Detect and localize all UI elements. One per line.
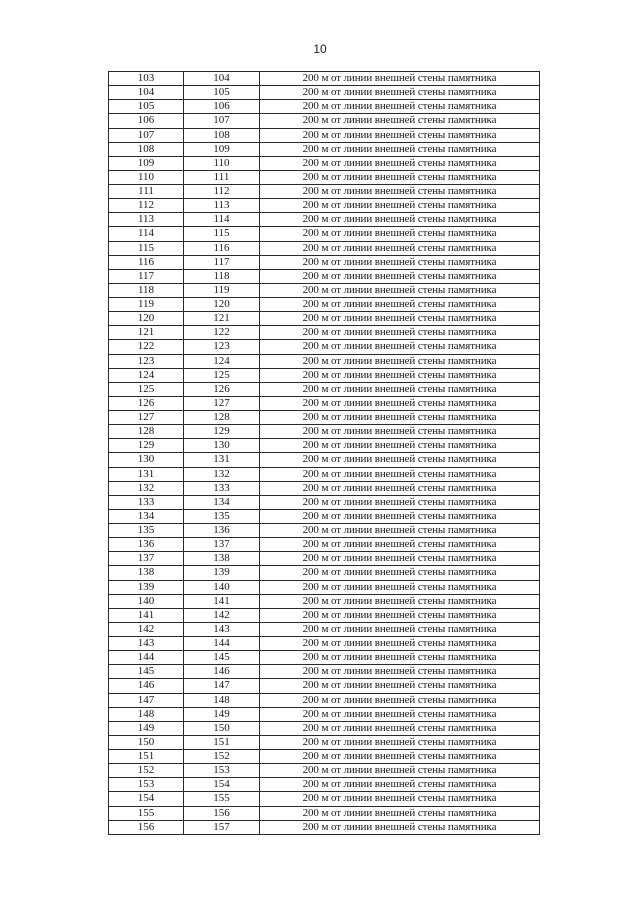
table-row: [109, 637, 540, 651]
table-row: [109, 524, 540, 538]
description-cell: 200 м от линии внешней стены памятника: [260, 750, 540, 764]
table-row: [109, 566, 540, 580]
description-cell: 200 м от линии внешней стены памятника: [260, 453, 540, 467]
to-point-cell: 138: [184, 552, 260, 566]
description-cell: 200 м от линии внешней стены памятника: [260, 396, 540, 410]
table-row: [109, 269, 540, 283]
description-cell: 200 м от линии внешней стены памятника: [260, 241, 540, 255]
to-point-cell: 154: [184, 778, 260, 792]
table-row: [109, 750, 540, 764]
to-point-cell: 123: [184, 340, 260, 354]
table-row: [109, 735, 540, 749]
description-cell: 200 м от линии внешней стены памятника: [260, 665, 540, 679]
description-cell: 200 м от линии внешней стены памятника: [260, 735, 540, 749]
from-point-cell: 112: [109, 199, 184, 213]
description-cell: 200 м от линии внешней стены памятника: [260, 326, 540, 340]
table-row: [109, 241, 540, 255]
description-cell: 200 м от линии внешней стены памятника: [260, 509, 540, 523]
from-point-cell: 134: [109, 509, 184, 523]
from-point-cell: 156: [109, 820, 184, 834]
table-row: [109, 622, 540, 636]
to-point-cell: 130: [184, 439, 260, 453]
description-cell: 200 м от линии внешней стены памятника: [260, 213, 540, 227]
table-row: [109, 764, 540, 778]
table-row: [109, 170, 540, 184]
from-point-cell: 103: [109, 72, 184, 86]
description-cell: 200 м от линии внешней стены памятника: [260, 340, 540, 354]
description-cell: 200 м от линии внешней стены памятника: [260, 255, 540, 269]
from-point-cell: 141: [109, 608, 184, 622]
from-point-cell: 106: [109, 114, 184, 128]
to-point-cell: 151: [184, 735, 260, 749]
table-row: [109, 721, 540, 735]
from-point-cell: 121: [109, 326, 184, 340]
from-point-cell: 111: [109, 185, 184, 199]
from-point-cell: 139: [109, 580, 184, 594]
to-point-cell: 150: [184, 721, 260, 735]
from-point-cell: 132: [109, 481, 184, 495]
to-point-cell: 140: [184, 580, 260, 594]
from-point-cell: 119: [109, 298, 184, 312]
to-point-cell: 115: [184, 227, 260, 241]
table-row: [109, 72, 540, 86]
to-point-cell: 120: [184, 298, 260, 312]
description-cell: 200 м от линии внешней стены памятника: [260, 679, 540, 693]
description-cell: 200 м от линии внешней стены памятника: [260, 481, 540, 495]
description-cell: 200 м от линии внешней стены памятника: [260, 298, 540, 312]
table-body: [109, 72, 540, 835]
description-cell: 200 м от линии внешней стены памятника: [260, 439, 540, 453]
from-point-cell: 122: [109, 340, 184, 354]
from-point-cell: 152: [109, 764, 184, 778]
table-row: [109, 453, 540, 467]
description-cell: 200 м от линии внешней стены памятника: [260, 566, 540, 580]
from-point-cell: 133: [109, 495, 184, 509]
to-point-cell: 142: [184, 608, 260, 622]
to-point-cell: 148: [184, 693, 260, 707]
table-row: [109, 283, 540, 297]
description-cell: 200 м от линии внешней стены памятника: [260, 142, 540, 156]
from-point-cell: 127: [109, 411, 184, 425]
table-row: [109, 608, 540, 622]
to-point-cell: 122: [184, 326, 260, 340]
from-point-cell: 155: [109, 806, 184, 820]
table-row: [109, 142, 540, 156]
table-row: [109, 86, 540, 100]
table-row: [109, 552, 540, 566]
from-point-cell: 125: [109, 382, 184, 396]
to-point-cell: 143: [184, 622, 260, 636]
from-point-cell: 129: [109, 439, 184, 453]
description-cell: 200 м от линии внешней стены памятника: [260, 806, 540, 820]
description-cell: 200 м от линии внешней стены памятника: [260, 721, 540, 735]
description-cell: 200 м от линии внешней стены памятника: [260, 467, 540, 481]
description-cell: 200 м от линии внешней стены памятника: [260, 269, 540, 283]
table-row: [109, 411, 540, 425]
to-point-cell: 139: [184, 566, 260, 580]
from-point-cell: 138: [109, 566, 184, 580]
to-point-cell: 132: [184, 467, 260, 481]
description-cell: 200 м от линии внешней стены памятника: [260, 580, 540, 594]
to-point-cell: 135: [184, 509, 260, 523]
to-point-cell: 125: [184, 368, 260, 382]
table-row: [109, 114, 540, 128]
from-point-cell: 110: [109, 170, 184, 184]
description-cell: 200 м от линии внешней стены памятника: [260, 199, 540, 213]
to-point-cell: 111: [184, 170, 260, 184]
description-cell: 200 м от линии внешней стены памятника: [260, 622, 540, 636]
description-cell: 200 м от линии внешней стены памятника: [260, 764, 540, 778]
from-point-cell: 130: [109, 453, 184, 467]
from-point-cell: 142: [109, 622, 184, 636]
to-point-cell: 156: [184, 806, 260, 820]
from-point-cell: 140: [109, 594, 184, 608]
to-point-cell: 105: [184, 86, 260, 100]
table-row: [109, 340, 540, 354]
table-row: [109, 707, 540, 721]
to-point-cell: 152: [184, 750, 260, 764]
table-row: [109, 679, 540, 693]
from-point-cell: 105: [109, 100, 184, 114]
table-row: [109, 594, 540, 608]
description-cell: 200 м от линии внешней стены памятника: [260, 114, 540, 128]
to-point-cell: 107: [184, 114, 260, 128]
to-point-cell: 126: [184, 382, 260, 396]
to-point-cell: 124: [184, 354, 260, 368]
to-point-cell: 104: [184, 72, 260, 86]
table-row: [109, 651, 540, 665]
table-row: [109, 368, 540, 382]
table-row: [109, 509, 540, 523]
from-point-cell: 153: [109, 778, 184, 792]
table-row: [109, 665, 540, 679]
from-point-cell: 149: [109, 721, 184, 735]
to-point-cell: 128: [184, 411, 260, 425]
description-cell: 200 м от линии внешней стены памятника: [260, 608, 540, 622]
from-point-cell: 136: [109, 538, 184, 552]
table-row: [109, 185, 540, 199]
description-cell: 200 м от линии внешней стены памятника: [260, 792, 540, 806]
from-point-cell: 116: [109, 255, 184, 269]
description-cell: 200 м от линии внешней стены памятника: [260, 778, 540, 792]
boundary-table: [108, 71, 540, 835]
from-point-cell: 114: [109, 227, 184, 241]
to-point-cell: 112: [184, 185, 260, 199]
table-row: [109, 820, 540, 834]
to-point-cell: 121: [184, 312, 260, 326]
table-row: [109, 580, 540, 594]
to-point-cell: 144: [184, 637, 260, 651]
description-cell: 200 м от линии внешней стены памятника: [260, 354, 540, 368]
from-point-cell: 108: [109, 142, 184, 156]
to-point-cell: 109: [184, 142, 260, 156]
description-cell: 200 м от линии внешней стены памятника: [260, 693, 540, 707]
page-number: 10: [313, 42, 327, 56]
table-row: [109, 100, 540, 114]
to-point-cell: 147: [184, 679, 260, 693]
from-point-cell: 144: [109, 651, 184, 665]
table-row: [109, 382, 540, 396]
description-cell: 200 м от линии внешней стены памятника: [260, 368, 540, 382]
from-point-cell: 154: [109, 792, 184, 806]
table-row: [109, 792, 540, 806]
to-point-cell: 141: [184, 594, 260, 608]
from-point-cell: 107: [109, 128, 184, 142]
to-point-cell: 129: [184, 425, 260, 439]
from-point-cell: 151: [109, 750, 184, 764]
description-cell: 200 м от линии внешней стены памятника: [260, 495, 540, 509]
table-row: [109, 806, 540, 820]
description-cell: 200 м от линии внешней стены памятника: [260, 425, 540, 439]
description-cell: 200 м от линии внешней стены памятника: [260, 86, 540, 100]
to-point-cell: 155: [184, 792, 260, 806]
from-point-cell: 118: [109, 283, 184, 297]
to-point-cell: 116: [184, 241, 260, 255]
table-row: [109, 213, 540, 227]
description-cell: 200 м от линии внешней стены памятника: [260, 156, 540, 170]
table-row: [109, 693, 540, 707]
to-point-cell: 110: [184, 156, 260, 170]
from-point-cell: 126: [109, 396, 184, 410]
table-row: [109, 298, 540, 312]
from-point-cell: 148: [109, 707, 184, 721]
to-point-cell: 136: [184, 524, 260, 538]
from-point-cell: 113: [109, 213, 184, 227]
description-cell: 200 м от линии внешней стены памятника: [260, 594, 540, 608]
to-point-cell: 117: [184, 255, 260, 269]
to-point-cell: 114: [184, 213, 260, 227]
table-row: [109, 156, 540, 170]
to-point-cell: 146: [184, 665, 260, 679]
to-point-cell: 108: [184, 128, 260, 142]
from-point-cell: 150: [109, 735, 184, 749]
table-row: [109, 396, 540, 410]
to-point-cell: 137: [184, 538, 260, 552]
to-point-cell: 153: [184, 764, 260, 778]
description-cell: 200 м от линии внешней стены памятника: [260, 283, 540, 297]
from-point-cell: 128: [109, 425, 184, 439]
table-row: [109, 128, 540, 142]
table-row: [109, 199, 540, 213]
from-point-cell: 123: [109, 354, 184, 368]
to-point-cell: 157: [184, 820, 260, 834]
from-point-cell: 135: [109, 524, 184, 538]
description-cell: 200 м от линии внешней стены памятника: [260, 312, 540, 326]
description-cell: 200 м от линии внешней стены памятника: [260, 637, 540, 651]
to-point-cell: 134: [184, 495, 260, 509]
to-point-cell: 106: [184, 100, 260, 114]
description-cell: 200 м от линии внешней стены памятника: [260, 128, 540, 142]
from-point-cell: 137: [109, 552, 184, 566]
table-row: [109, 481, 540, 495]
to-point-cell: 113: [184, 199, 260, 213]
table-row: [109, 227, 540, 241]
description-cell: 200 м от линии внешней стены памятника: [260, 820, 540, 834]
from-point-cell: 120: [109, 312, 184, 326]
from-point-cell: 115: [109, 241, 184, 255]
table-row: [109, 255, 540, 269]
to-point-cell: 118: [184, 269, 260, 283]
description-cell: 200 м от линии внешней стены памятника: [260, 411, 540, 425]
description-cell: 200 м от линии внешней стены памятника: [260, 524, 540, 538]
table-row: [109, 538, 540, 552]
from-point-cell: 143: [109, 637, 184, 651]
to-point-cell: 133: [184, 481, 260, 495]
to-point-cell: 119: [184, 283, 260, 297]
description-cell: 200 м от линии внешней стены памятника: [260, 707, 540, 721]
description-cell: 200 м от линии внешней стены памятника: [260, 538, 540, 552]
description-cell: 200 м от линии внешней стены памятника: [260, 185, 540, 199]
from-point-cell: 109: [109, 156, 184, 170]
from-point-cell: 104: [109, 86, 184, 100]
table-row: [109, 495, 540, 509]
from-point-cell: 146: [109, 679, 184, 693]
description-cell: 200 м от линии внешней стены памятника: [260, 72, 540, 86]
from-point-cell: 145: [109, 665, 184, 679]
description-cell: 200 м от линии внешней стены памятника: [260, 227, 540, 241]
table-row: [109, 312, 540, 326]
from-point-cell: 147: [109, 693, 184, 707]
description-cell: 200 м от линии внешней стены памятника: [260, 100, 540, 114]
to-point-cell: 131: [184, 453, 260, 467]
table-row: [109, 354, 540, 368]
from-point-cell: 131: [109, 467, 184, 481]
table-row: [109, 439, 540, 453]
description-cell: 200 м от линии внешней стены памятника: [260, 651, 540, 665]
description-cell: 200 м от линии внешней стены памятника: [260, 170, 540, 184]
table-row: [109, 778, 540, 792]
description-cell: 200 м от линии внешней стены памятника: [260, 552, 540, 566]
to-point-cell: 127: [184, 396, 260, 410]
from-point-cell: 117: [109, 269, 184, 283]
table-row: [109, 326, 540, 340]
description-cell: 200 м от линии внешней стены памятника: [260, 382, 540, 396]
to-point-cell: 149: [184, 707, 260, 721]
table-row: [109, 467, 540, 481]
from-point-cell: 124: [109, 368, 184, 382]
table-row: [109, 425, 540, 439]
to-point-cell: 145: [184, 651, 260, 665]
